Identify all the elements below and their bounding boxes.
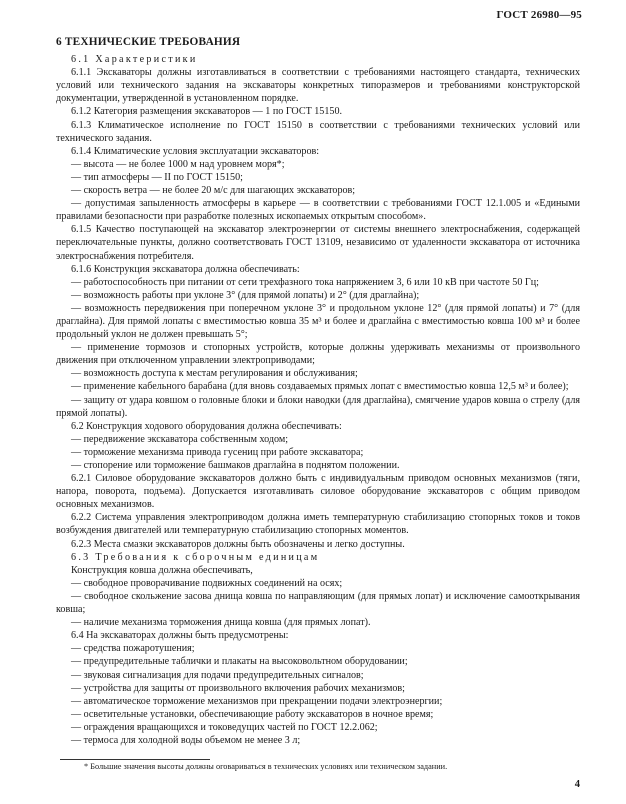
list-item: — автоматическое торможение механизмов при прекращении подачи электроэнергии; bbox=[71, 695, 443, 707]
footnote: * Большие значения высоты должны оговариваться в технических условиях или техническом задании. bbox=[84, 762, 448, 771]
paragraph: 6.1.2 Категория размещения экскаваторов — 1 по ГОСТ 15150. bbox=[71, 106, 343, 118]
paragraph: 6.2.3 Места смазки экскаваторов должны быть обозначены и легко доступны. bbox=[71, 538, 405, 550]
list-item: — осветительные установки, обеспечивающие работу экскаваторов в ночное время; bbox=[71, 708, 434, 720]
body-text bbox=[56, 36, 580, 747]
list-item: — звуковая сигнализация для подачи предупредительных сигналов; bbox=[71, 669, 364, 681]
list-item: — устройства для защиты от произвольного включения рабочих механизмов; bbox=[71, 682, 405, 694]
paragraph: 6.2 Конструкция ходового оборудования должна обеспечивать: bbox=[71, 420, 342, 432]
paragraph: 6.2.1 Силовое оборудование экскаваторов должно быть с индивидуальным приводом основных механизмов (тяги, напора, поворота, подъема). Допускается изготавливать силовое оборудование экскаваторов с общим приводом основных механизмов. bbox=[56, 473, 580, 511]
list-item: — возможность передвижения при поперечном уклоне 3° и продольном уклоне 12° (для прямой лопаты) и 7° (для драглайна). Для прямой лопаты с вместимостью ковша 35 м³ и более и драглайна с вместимостью ковша 100 м³ и более продольный уклон не должен превышать 5°; bbox=[56, 302, 580, 341]
paragraph: 6.1.4 Климатические условия эксплуатации экскаваторов: bbox=[71, 145, 320, 157]
paragraph: 6.1.6 Конструкция экскаватора должна обеспечивать: bbox=[71, 263, 300, 275]
list-item: — защиту от удара ковшом о головные блоки и блоки наводки (для драглайна), смягчение ударов ковша о стрелу (для прямой лопаты). bbox=[56, 394, 580, 419]
paragraph: 6.1.3 Климатическое исполнение по ГОСТ 15150 в соответствии с требованиями технических условий или технического задания. bbox=[56, 119, 580, 144]
footnote-divider bbox=[60, 759, 210, 760]
list-item: — термоса для холодной воды объемом не менее 3 л; bbox=[71, 734, 301, 746]
header-doc-id: ГОСТ 26980—95 bbox=[496, 9, 582, 21]
page-number: 4 bbox=[574, 779, 580, 790]
list-item: — тип атмосферы — II по ГОСТ 15150; bbox=[71, 171, 243, 183]
paragraph: 6.4 На экскаваторах должны быть предусмотрены: bbox=[71, 630, 289, 642]
paragraph: 6.1.5 Качество поступающей на экскаватор электроэнергии от системы внешнего электроснабжения, содержащей переключательные пункты, должно соответствовать ГОСТ 13109, независимо от удаленности экскаватора от источника электроснабжения потребителя. bbox=[56, 224, 580, 262]
list-item: — передвижение экскаватора собственным ходом; bbox=[71, 433, 289, 445]
list-item: — допустимая запыленность атмосферы в карьере — в соответствии с требованиями ГОСТ 12.1.005 и «Едиными правилами безопасности при разработке полезных ископаемых открытым способом». bbox=[56, 198, 580, 223]
list-item: — возможность доступа к местам регулирования и обслуживания; bbox=[71, 368, 358, 380]
list-item: — торможение механизма привода гусениц при работе экскаватора; bbox=[71, 446, 364, 458]
list-item: — наличие механизма торможения днища ковша (для прямых лопат). bbox=[71, 617, 371, 629]
paragraph: 6.1 Характеристики bbox=[71, 54, 198, 66]
list-item: — скорость ветра — не более 20 м/с для шагающих экскаваторов; bbox=[71, 185, 356, 197]
list-item: — свободное скольжение засова днища ковша по направляющим (для прямых лопат) и исключение самооткрывания ковша; bbox=[56, 590, 580, 616]
paragraph: 6.1.1 Экскаваторы должны изготавливаться в соответствии с требованиями настоящего стандарта, технических условий или технического задания на экскаваторы конкретных типоразмеров и требованиями конструкторской документации, утвержденной в установленном порядке. bbox=[56, 67, 580, 105]
list-item: — работоспособность при питании от сети трехфазного тока напряжением 3, 6 или 10 кВ при частоте 50 Гц; bbox=[71, 276, 539, 288]
list-item: — применение кабельного барабана (для вновь создаваемых прямых лопат с вместимостью ковша 12,5 м³ и более); bbox=[71, 381, 569, 393]
subsection-title: 6.3 Требования к сборочным единицам bbox=[71, 551, 320, 563]
list-item: — высота — не более 1000 м над уровнем моря*; bbox=[71, 158, 285, 170]
list-item: — предупредительные таблички и плакаты на высоковольтном оборудовании; bbox=[71, 656, 408, 668]
list-item: — ограждения вращающихся и токоведущих частей по ГОСТ 12.2.062; bbox=[71, 721, 378, 733]
paragraph: Конструкция ковша должна обеспечивать, bbox=[71, 564, 253, 576]
list-item: — свободное проворачивание подвижных соединений на осях; bbox=[71, 577, 343, 589]
list-item: — стопорение или торможение башмаков драглайна в поднятом положении. bbox=[71, 460, 400, 471]
paragraph: 6.2.2 Система управления электроприводом должна иметь температурную стабилизацию стопорных токов и токов возбуждения двигателей или температурную стабилизацию стопорных моментов. bbox=[56, 512, 580, 537]
list-item: — средства пожаротушения; bbox=[71, 643, 195, 655]
list-item: — возможность работы при уклоне 3° (для прямой лопаты) и 2° (для драглайна); bbox=[71, 289, 420, 301]
section-title: 6 ТЕХНИЧЕСКИЕ ТРЕБОВАНИЯ bbox=[56, 36, 241, 48]
list-item: — применение тормозов и стопорных устройств, которые должны удерживать механизмы от произвольного движения при отключенном управлении электроприводами; bbox=[56, 342, 580, 367]
